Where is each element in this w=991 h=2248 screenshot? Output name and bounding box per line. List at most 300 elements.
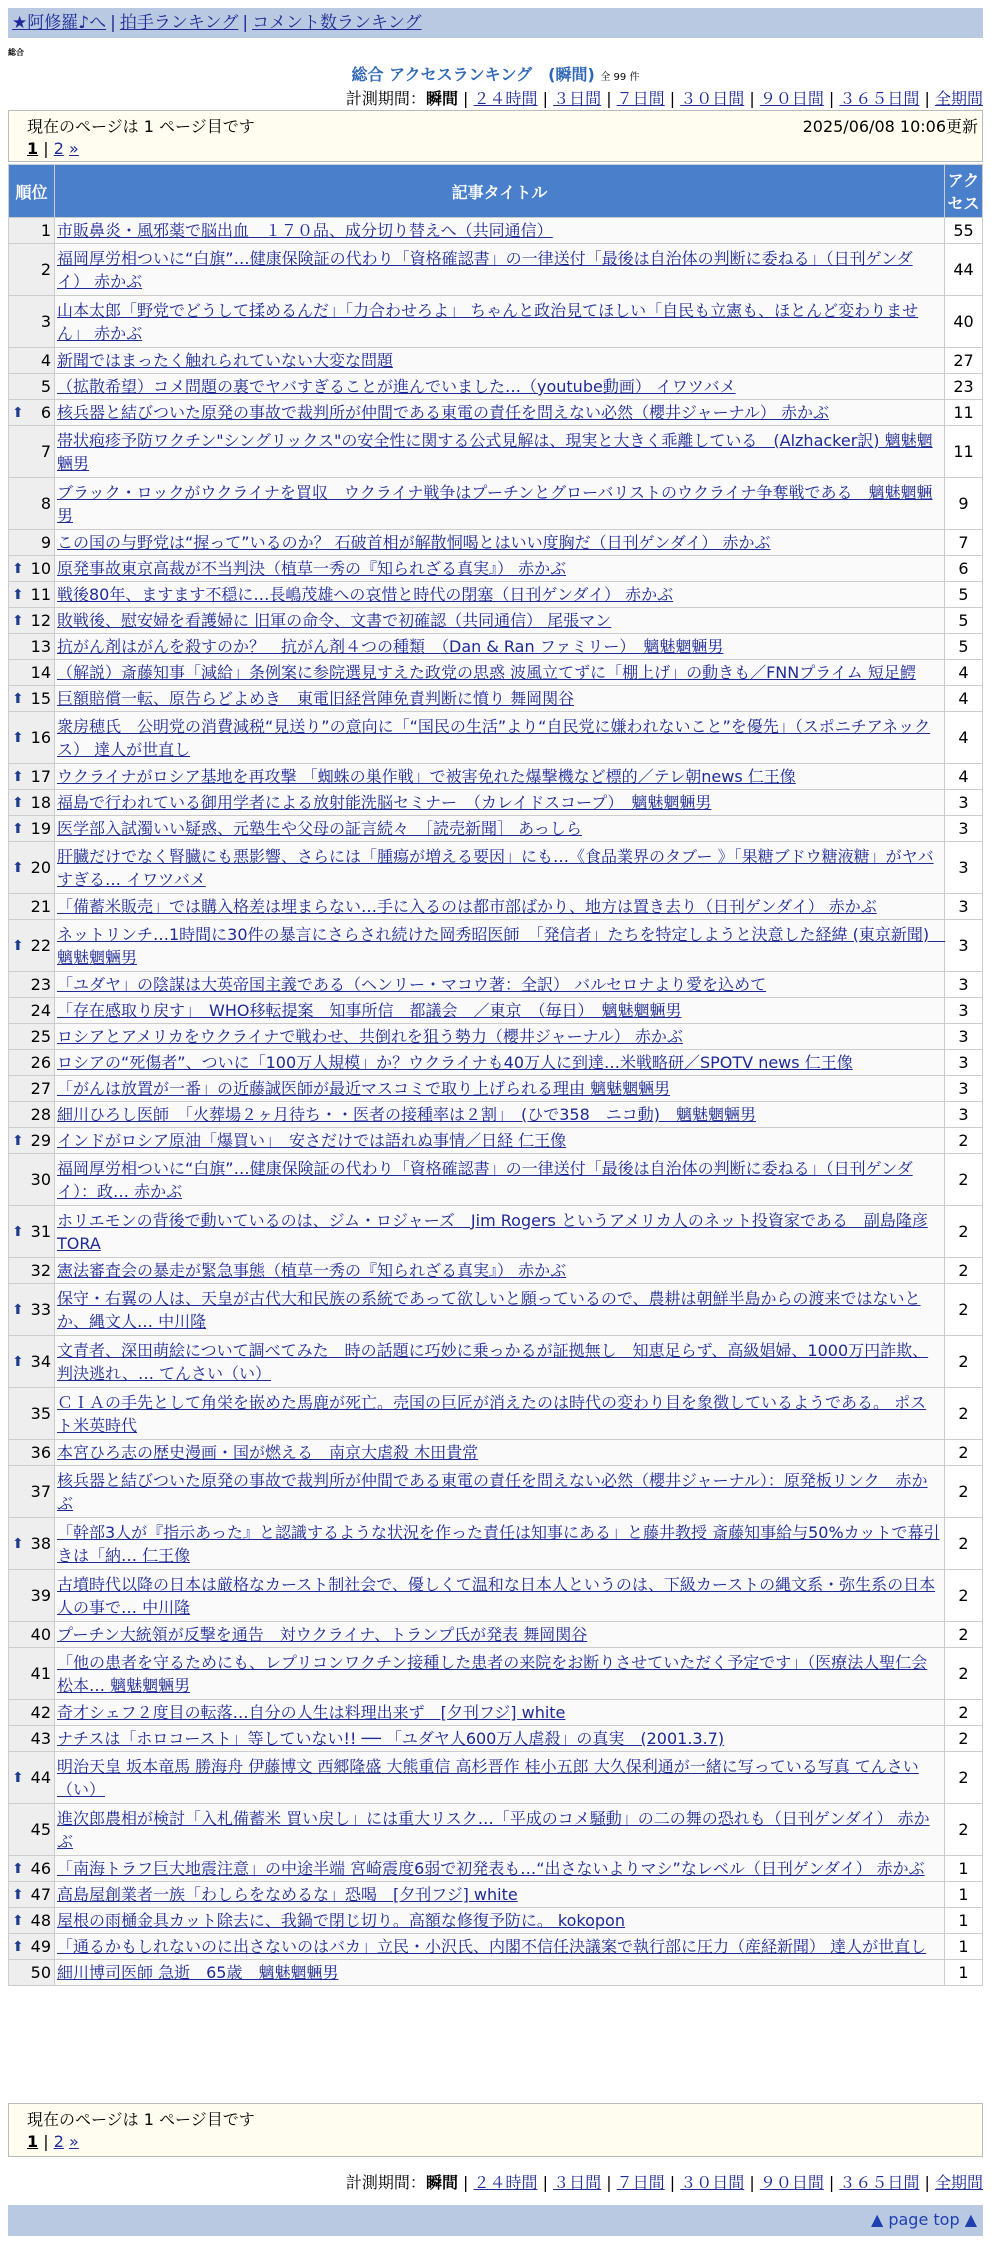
table-row (9, 998, 983, 1024)
title-cell (55, 842, 945, 894)
title-cell (55, 374, 945, 400)
article-link[interactable]: 新聞ではまったく触れられていない大変な問題 (57, 351, 394, 370)
rank-cell (9, 998, 55, 1024)
up-arrow-icon: ⬆ (12, 1912, 24, 1929)
rank-cell (9, 1206, 55, 1258)
rank-cell (9, 1934, 55, 1960)
article-link[interactable]: 屋根の雨樋金具カット除去に、我鍋で閉じ切り。高額な修復予防に。 kokopon (57, 1911, 625, 1930)
title-cell (55, 1804, 945, 1856)
table-row (9, 842, 983, 894)
rank-cell (9, 1154, 55, 1206)
title-cell (55, 608, 945, 634)
article-link[interactable]: 「備蓄米販売」では購入格差は埋まらない…手に入るのは都市部ばかり、地方は置き去り（日刊ゲンダイ） 赤かぶ (57, 897, 877, 916)
access-count: 55 (945, 218, 983, 244)
rank-cell (9, 244, 55, 296)
rank-cell (9, 972, 55, 998)
rank-number: 27 (30, 1079, 51, 1098)
rank-cell (9, 1908, 55, 1934)
next-page-link-bottom[interactable]: » (68, 2132, 79, 2151)
article-link[interactable]: 進次郎農相が検討「入札備蓄米 買い戻し」には重大リスク…「平成のコメ騒動」の二の舞の恐れも（日刊ゲンダイ） 赤かぶ (57, 1808, 930, 1851)
article-link[interactable]: 戦後80年、ますます不穏に…長嶋茂雄への哀惜と時代の閉塞（日刊ゲンダイ） 赤かぶ (57, 585, 674, 604)
access-count: 3 (945, 998, 983, 1024)
title-cell (55, 1752, 945, 1804)
article-link[interactable]: この国の与野党は“握って”いるのか？ 石破首相が解散恫喝とはいい度胸だ（日刊ゲンダイ） 赤かぶ (57, 533, 771, 552)
period-link-0-bottom[interactable]: ２４時間 (473, 2173, 538, 2192)
article-link[interactable]: 市販鼻炎・風邪薬で脳出血 １７０品、成分切り替えへ（共同通信） (57, 221, 553, 240)
article-link[interactable]: 「がんは放置が一番」の近藤誠医師が最近マスコミで取り上げられる理由 魑魅魍魎男 (57, 1079, 671, 1098)
article-link[interactable]: 帯状疱疹予防ワクチン"シングリックス"の安全性に関する公式見解は、現実と大きく乖離している (Alzhacker訳) 魑魅魍魎男 (57, 430, 933, 473)
access-count: 2 (945, 1518, 983, 1570)
updated-time: 2025/06/08 10:06更新 (802, 117, 978, 136)
title-cell (55, 634, 945, 660)
access-count: 2 (945, 1154, 983, 1206)
title-cell (55, 1622, 945, 1648)
up-arrow-icon: ⬆ (12, 586, 24, 603)
title-cell (55, 218, 945, 244)
title-cell (55, 1960, 945, 1986)
rank-cell (9, 920, 55, 972)
access-count: 5 (945, 582, 983, 608)
rank-number: 46 (30, 1859, 51, 1878)
access-count: 1 (945, 1856, 983, 1882)
up-arrow-icon: ⬆ (12, 820, 24, 837)
page-status: 現在のページは 1 ページ目です (27, 117, 255, 136)
rank-cell (9, 1570, 55, 1622)
article-link[interactable]: 古墳時代以降の日本は厳格なカースト制社会で、優しくて温和な日本人というのは、下級カーストの縄文系・弥生系の日本人の事で… 中川隆 (57, 1574, 936, 1617)
rank-cell (9, 1336, 55, 1388)
access-count: 1 (945, 1960, 983, 1986)
rank-cell (9, 478, 55, 530)
table-row (9, 1024, 983, 1050)
access-count: 6 (945, 556, 983, 582)
up-arrow-icon: ⬆ (12, 859, 24, 876)
up-arrow-icon: ⬆ (12, 768, 24, 785)
table-row (9, 400, 983, 426)
title-cell (55, 348, 945, 374)
access-count: 2 (945, 1128, 983, 1154)
up-arrow-icon: ⬆ (12, 404, 24, 421)
rank-number: 23 (30, 975, 51, 994)
article-link[interactable]: 明治天皇 坂本竜馬 勝海舟 伊藤博文 西郷隆盛 大熊重信 高杉晋作 桂小五郎 大久保利通が一緒に写っている写真 てんさい（い） (57, 1756, 919, 1799)
access-count: 3 (945, 1050, 983, 1076)
access-count: 1 (945, 1934, 983, 1960)
title-cell (55, 1206, 945, 1258)
article-link[interactable]: ナチスは「ホロコースト」等していない!! ── 「ユダヤ人600万人虐殺」の真実 (2001.3.7) (57, 1729, 725, 1748)
title-cell (55, 1388, 945, 1440)
title-cell (55, 582, 945, 608)
rank-cell (9, 686, 55, 712)
period-link-1[interactable]: ３日間 (553, 89, 602, 108)
article-link[interactable]: ＣＩＡの手先として角栄を嵌めた馬鹿が死亡。売国の巨匠が消えたのは時代の変わり目を象徴しているようである。 ポスト米英時代 (57, 1392, 927, 1435)
article-link[interactable]: 細川博司医師 急逝 65歳 魑魅魍魎男 (57, 1963, 339, 1982)
rank-number: 1 (40, 221, 51, 240)
table-row (9, 712, 983, 764)
access-count: 2 (945, 1804, 983, 1856)
access-count: 40 (945, 296, 983, 348)
rank-number: 31 (30, 1222, 51, 1241)
rank-number: 3 (40, 312, 51, 331)
rank-number: 20 (30, 858, 51, 877)
up-arrow-icon: ⬆ (12, 1860, 24, 1877)
article-link[interactable]: プーチン大統領が反撃を通告 対ウクライナ、トランプ氏が発表 舞岡関谷 (57, 1625, 588, 1644)
nav-home-link[interactable]: ★阿修羅♪へ (12, 13, 107, 33)
table-row (9, 530, 983, 556)
title-cell (55, 1882, 945, 1908)
table-row (9, 1258, 983, 1284)
up-arrow-icon: ⬆ (12, 1769, 24, 1786)
table-row (9, 296, 983, 348)
nav-comment-ranking-link[interactable]: コメント数ランキング (252, 13, 422, 33)
rank-number: 4 (40, 351, 51, 370)
article-link[interactable]: 福岡厚労相ついに“白旗”…健康保険証の代わり「資格確認書」の一律送付「最後は自治体の判断に委ねる」（日刊ゲンダイ） 赤かぶ (57, 248, 913, 291)
period-link-3-bottom[interactable]: ３０日間 (680, 2173, 745, 2192)
rank-cell (9, 1388, 55, 1440)
title-cell (55, 1258, 945, 1284)
top-nav-bar: ★阿修羅♪へ | 拍手ランキング | コメント数ランキング (8, 8, 983, 38)
rank-number: 5 (40, 377, 51, 396)
access-count: 27 (945, 348, 983, 374)
table-row (9, 1518, 983, 1570)
page-top-link[interactable]: ▲ page top ▲ (870, 2210, 977, 2229)
access-count: 2 (945, 1440, 983, 1466)
rank-cell (9, 894, 55, 920)
article-link[interactable]: 「ユダヤ」の陰謀は大英帝国主義である（ヘンリー・マコウ著：全訳） バルセロナより愛を込めて (57, 975, 767, 994)
access-count: 1 (945, 1882, 983, 1908)
article-link[interactable]: 医学部入試濁いい疑惑、元塾生や父母の証言続々 ［読売新聞］ あっしら (57, 819, 582, 838)
access-count: 4 (945, 712, 983, 764)
rank-cell (9, 790, 55, 816)
rank-number: 35 (30, 1404, 51, 1423)
article-link[interactable]: ネットリンチ…1時間に30件の暴言にさらされ続けた岡秀昭医師 「発信者」たちを特定しようと決意した経緯 (東京新聞) 魑魅魍魎男 (57, 924, 946, 967)
access-count: 3 (945, 842, 983, 894)
title-cell (55, 790, 945, 816)
rank-cell (9, 1648, 55, 1700)
table-row (9, 1908, 983, 1934)
rank-number: 32 (30, 1261, 51, 1280)
article-link[interactable]: ウクライナがロシア基地を再攻撃 「蜘蛛の巣作戦」で被害免れた爆撃機など標的／テレ朝news 仁王像 (57, 767, 796, 786)
table-row (9, 1570, 983, 1622)
rank-number: 33 (30, 1300, 51, 1319)
up-arrow-icon: ⬆ (12, 1938, 24, 1955)
nav-applause-ranking-link[interactable]: 拍手ランキング (119, 13, 239, 33)
rank-cell (9, 218, 55, 244)
rank-cell (9, 348, 55, 374)
title-cell (55, 1570, 945, 1622)
rank-number: 28 (30, 1105, 51, 1124)
rank-number: 21 (30, 897, 51, 916)
title-cell (55, 478, 945, 530)
article-link[interactable]: 「南海トラフ巨大地震注意」の中途半端 宮崎震度6弱で初発表も…“出さないよりマシ”なレベル（日刊ゲンダイ） 赤かぶ (57, 1859, 925, 1878)
period-link-4[interactable]: ９０日間 (759, 89, 824, 108)
rank-number: 18 (30, 793, 51, 812)
period-link-6[interactable]: 全期間 (934, 89, 983, 108)
table-row (9, 1934, 983, 1960)
title-cell (55, 764, 945, 790)
period-link-5-bottom[interactable]: ３６５日間 (839, 2173, 920, 2192)
table-row (9, 1466, 983, 1518)
article-link[interactable]: 衆房穂氏 公明党の消費減税“見送り”の意向に「“国民の生活”より“自民党に嫌われないこと”を優先」（スポニチアネックス） 達人が世直し (57, 716, 931, 759)
up-arrow-icon: ⬆ (12, 612, 24, 629)
access-count: 2 (945, 1700, 983, 1726)
page-links: 1 | 2 » (27, 139, 79, 158)
rank-number: 36 (30, 1443, 51, 1462)
table-row (9, 1752, 983, 1804)
article-link[interactable]: 山本太郎「野党でどうして揉めるんだ」「力合わせろよ」 ちゃんと政治見てほしい「自民も立憲も、ほとんど変わりません」 赤かぶ (57, 300, 919, 343)
rank-cell (9, 660, 55, 686)
access-count: 3 (945, 1024, 983, 1050)
table-row (9, 972, 983, 998)
access-count: 4 (945, 686, 983, 712)
rank-cell (9, 1440, 55, 1466)
rank-number: 29 (30, 1131, 51, 1150)
access-count: 3 (945, 894, 983, 920)
access-count: 3 (945, 816, 983, 842)
up-arrow-icon: ⬆ (12, 1301, 24, 1318)
table-row (9, 790, 983, 816)
article-link[interactable]: 福島で行われている御用学者による放射能洗脳セミナー （カレイドスコープ） 魑魅魍魎男 (57, 793, 712, 812)
access-count: 3 (945, 790, 983, 816)
rank-number: 39 (30, 1586, 51, 1605)
article-link[interactable]: インドがロシア原油「爆買い」 安さだけでは語れぬ事情／日経 仁王像 (57, 1131, 567, 1150)
access-count: 1 (945, 1908, 983, 1934)
table-row (9, 1622, 983, 1648)
article-link[interactable]: （拡散希望）コメ問題の裏でヤバすぎることが進んでいました…（youtube動画） イワツバメ (57, 377, 736, 396)
access-count: 3 (945, 920, 983, 972)
article-link[interactable]: ロシアの“死傷者”、ついに「100万人規模」か？ウクライナも40万人に到達…米戦略研／SPOTV news 仁王像 (57, 1053, 853, 1072)
access-count: 11 (945, 426, 983, 478)
table-row (9, 1960, 983, 1986)
access-count: 5 (945, 634, 983, 660)
access-count: 5 (945, 608, 983, 634)
up-arrow-icon: ⬆ (12, 1353, 24, 1370)
article-link[interactable]: 奇才シェフ２度目の転落…自分の人生は料理出来ず [夕刊フジ] white (57, 1703, 566, 1722)
table-row (9, 686, 983, 712)
title-cell (55, 686, 945, 712)
rank-number: 42 (30, 1703, 51, 1722)
article-link[interactable]: ブラック・ロックがウクライナを買収 ウクライナ戦争はプーチンとグローバリストのウクライナ争奪戦である 魑魅魍魎男 (57, 482, 933, 525)
title-cell (55, 660, 945, 686)
title-cell (55, 1284, 945, 1336)
period-current-bottom: 瞬間 (425, 2173, 458, 2192)
table-row (9, 660, 983, 686)
rank-number: 25 (30, 1027, 51, 1046)
article-link[interactable]: 巨額賠償一転、原告らどよめき 東電旧経営陣免責判断に憤り 舞岡関谷 (57, 689, 575, 708)
title-cell (55, 1726, 945, 1752)
article-link[interactable]: ホリエモンの背後で動いているのは、ジム・ロジャーズ Jim Rogers というアメリカ人のネット投資家である 副島隆彦TORA (57, 1210, 928, 1253)
rank-cell (9, 1128, 55, 1154)
page-2-link-bottom[interactable]: 2 (53, 2132, 64, 2151)
article-link[interactable]: 原発事故東京高裁が不当判決（植草一秀の『知られざる真実』） 赤かぶ (57, 559, 567, 578)
table-row (9, 1856, 983, 1882)
table-row (9, 1700, 983, 1726)
title-cell (55, 1336, 945, 1388)
period-label: 計測期間： (345, 89, 426, 108)
table-row (9, 1050, 983, 1076)
rank-cell (9, 1960, 55, 1986)
rank-cell (9, 1102, 55, 1128)
rank-cell (9, 556, 55, 582)
period-link-3[interactable]: ３０日間 (680, 89, 745, 108)
table-row (9, 374, 983, 400)
page-title (0, 62, 991, 85)
title-cell (55, 1518, 945, 1570)
access-count: 2 (945, 1726, 983, 1752)
rank-number: 6 (40, 403, 51, 422)
article-link[interactable]: 高島屋創業者一族「わしらをなめるな」恐喝 [夕刊フジ] white (57, 1885, 518, 1904)
article-link[interactable]: 抗がん剤はがんを殺すのか？ 抗がん剤４つの種類 （Dan & Ran ファミリー） 魑魅魍魎男 (57, 637, 724, 656)
page-2-link[interactable]: 2 (53, 139, 64, 158)
article-link[interactable]: 文青者、深田萌絵について調べてみた 時の話題に巧妙に乗っかるが証拠無し 知恵足らず、高級娼婦、1000万円詐欺、判決逃れ、… てんさい（い） (57, 1340, 929, 1383)
rank-cell (9, 400, 55, 426)
up-arrow-icon: ⬆ (12, 690, 24, 707)
up-arrow-icon: ⬆ (12, 1886, 24, 1903)
title-cell (55, 1024, 945, 1050)
current-page: 1 (27, 139, 39, 158)
access-count: 44 (945, 244, 983, 296)
table-row (9, 920, 983, 972)
table-row (9, 1336, 983, 1388)
article-link[interactable]: 敗戦後、慰安婦を看護婦に 旧軍の命令、文書で初確認（共同通信） 尾張マン (57, 611, 612, 630)
rank-number: 11 (30, 585, 51, 604)
access-count: 2 (945, 1336, 983, 1388)
table-row (9, 1388, 983, 1440)
rank-number: 26 (30, 1053, 51, 1072)
period-link-2[interactable]: ７日間 (616, 89, 665, 108)
title-cell (55, 400, 945, 426)
rank-cell (9, 1700, 55, 1726)
title-cell (55, 1128, 945, 1154)
title-cell (55, 426, 945, 478)
title-cell (55, 894, 945, 920)
access-count: 2 (945, 1752, 983, 1804)
article-link[interactable]: 福岡厚労相ついに“白旗”…健康保険証の代わり「資格確認書」の一律送付「最後は自治体の判断に委ねる」（日刊ゲンダイ）：政… 赤かぶ (57, 1158, 913, 1201)
article-link[interactable]: ロシアとアメリカをウクライナで戦わせ、共倒れを狙う勢力（櫻井ジャーナル） 赤かぶ (57, 1027, 683, 1046)
article-link[interactable]: （解説）斎藤知事「減給」条例案に参院選見すえた政党の思惑 波風立てずに「棚上げ」の動きも／FNNプライム 短足鰐 (57, 663, 916, 682)
table-row (9, 348, 983, 374)
rank-number: 44 (30, 1768, 51, 1787)
access-count: 11 (945, 400, 983, 426)
article-link[interactable]: 「他の患者を守るためにも、レプリコンワクチン接種した患者の来院をお断りさせていただく予定です」（医療法人聖仁会松本… 魑魅魍魎男 (57, 1652, 928, 1695)
table-row (9, 582, 983, 608)
access-count: 2 (945, 1648, 983, 1700)
rank-cell (9, 816, 55, 842)
article-link[interactable]: 核兵器と結びついた原発の事故で裁判所が仲間である東電の責任を問えない必然（櫻井ジャーナル）：原発板リンク 赤かぶ (57, 1470, 928, 1513)
rank-number: 16 (30, 728, 51, 747)
access-count: 3 (945, 1102, 983, 1128)
rank-cell (9, 1856, 55, 1882)
up-arrow-icon: ⬆ (12, 1223, 24, 1240)
period-link-6-bottom[interactable]: 全期間 (934, 2173, 983, 2192)
rank-number: 12 (30, 611, 51, 630)
article-link[interactable]: 憲法審査会の暴走が緊急事態（植草一秀の『知られざる真実』） 赤かぶ (57, 1261, 567, 1280)
rank-cell (9, 530, 55, 556)
pager-top (8, 110, 983, 162)
rank-cell (9, 1804, 55, 1856)
rank-number: 41 (30, 1664, 51, 1683)
rank-cell (9, 842, 55, 894)
access-count: 2 (945, 1570, 983, 1622)
header-title: 記事タイトル (55, 165, 945, 218)
rank-number: 40 (30, 1625, 51, 1644)
title-cell (55, 530, 945, 556)
article-link[interactable]: 核兵器と結びついた原発の事故で裁判所が仲間である東電の責任を問えない必然（櫻井ジャーナル） 赤かぶ (57, 403, 829, 422)
table-row (9, 1804, 983, 1856)
rank-number: 7 (40, 442, 51, 461)
title-cell (55, 1700, 945, 1726)
period-selector-top: 計測期間：瞬間 | ２４時間 | ３日間 | ７日間 | ３０日間 | ９０日間 | ３６５日間 | 全期間 (345, 89, 983, 108)
title-cell (55, 1154, 945, 1206)
access-count: 2 (945, 1622, 983, 1648)
access-count: 23 (945, 374, 983, 400)
access-count: 3 (945, 1076, 983, 1102)
title-cell (55, 1466, 945, 1518)
rank-number: 14 (30, 663, 51, 682)
period-link-2-bottom[interactable]: ７日間 (616, 2173, 665, 2192)
rank-number: 9 (40, 533, 51, 552)
rank-number: 19 (30, 819, 51, 838)
rank-cell (9, 1466, 55, 1518)
rank-number: 24 (30, 1001, 51, 1020)
title-cell (55, 1648, 945, 1700)
rank-number: 38 (30, 1534, 51, 1553)
page-links-bottom: 1 | 2 » (27, 2132, 79, 2151)
article-link[interactable]: 保守・右翼の人は、天皇が古代大和民族の系統であって欲しいと願っているので、農耕は朝鮮半島からの渡来ではないとか、縄文人… 中川隆 (57, 1288, 921, 1331)
period-link-5[interactable]: ３６５日間 (839, 89, 920, 108)
access-count: 2 (945, 1388, 983, 1440)
up-arrow-icon: ⬆ (12, 937, 24, 954)
table-row (9, 1076, 983, 1102)
up-arrow-icon: ⬆ (12, 729, 24, 746)
title-cell (55, 816, 945, 842)
rank-cell (9, 1076, 55, 1102)
header-access: アクセス (945, 165, 983, 218)
title-cell (55, 998, 945, 1024)
title-cell (55, 1934, 945, 1960)
period-link-4-bottom[interactable]: ９０日間 (759, 2173, 824, 2192)
table-row (9, 478, 983, 530)
article-link[interactable]: 細川ひろし医師 「火葬場２ヶ月待ち・・医者の接種率は２割」 (ひで358 ニコ動) 魑魅魍魎男 (57, 1105, 757, 1124)
rank-cell (9, 1726, 55, 1752)
rank-number: 49 (30, 1937, 51, 1956)
section-label: 総合 (8, 48, 24, 57)
bottom-bar (8, 2205, 983, 2236)
up-arrow-icon: ⬆ (12, 1535, 24, 1552)
article-link[interactable]: 「存在感取り戻す」 WHO移転提案 知事所信 都議会 ／東京 （毎日） 魑魅魍魎男 (57, 1001, 682, 1020)
table-row (9, 1102, 983, 1128)
rank-cell (9, 1518, 55, 1570)
rank-number: 10 (30, 559, 51, 578)
period-link-0[interactable]: ２４時間 (473, 89, 538, 108)
table-row (9, 1206, 983, 1258)
table-row (9, 608, 983, 634)
article-link[interactable]: 「通るかもしれないのに出さないのはバカ」立民・小沢氏、内閣不信任決議案で執行部に圧力（産経新聞） 達人が世直し (57, 1937, 927, 1956)
rank-cell (9, 426, 55, 478)
period-link-1-bottom[interactable]: ３日間 (553, 2173, 602, 2192)
article-link[interactable]: 「幹部3人が『指示あった』と認識するような状況を作った責任は知事にある」と藤井教授 斎藤知事給与50%カットで幕引きは「納… 仁王像 (57, 1522, 940, 1565)
table-row (9, 634, 983, 660)
period-selector-bottom: 計測期間：瞬間 | ２４時間 | ３日間 | ７日間 | ３０日間 | ９０日間 | ３６５日間 | 全期間 (345, 2173, 983, 2192)
rank-cell (9, 582, 55, 608)
title-cell (55, 712, 945, 764)
rank-cell (9, 296, 55, 348)
table-row (9, 894, 983, 920)
access-count: 3 (945, 972, 983, 998)
next-page-link[interactable]: » (68, 139, 79, 158)
rank-number: 8 (40, 494, 51, 513)
article-link[interactable]: 本宮ひろ志の歴史漫画・国が燃える 南京大虐殺 木田貴常 (57, 1443, 479, 1462)
access-count: 9 (945, 478, 983, 530)
article-link[interactable]: 肝臓だけでなく腎臓にも悪影響、さらには「腫瘍が増える要因」にも…《食品業界のタブー 》「果糖ブドウ糖液糖」がヤバすぎる… イワツバメ (57, 846, 934, 889)
